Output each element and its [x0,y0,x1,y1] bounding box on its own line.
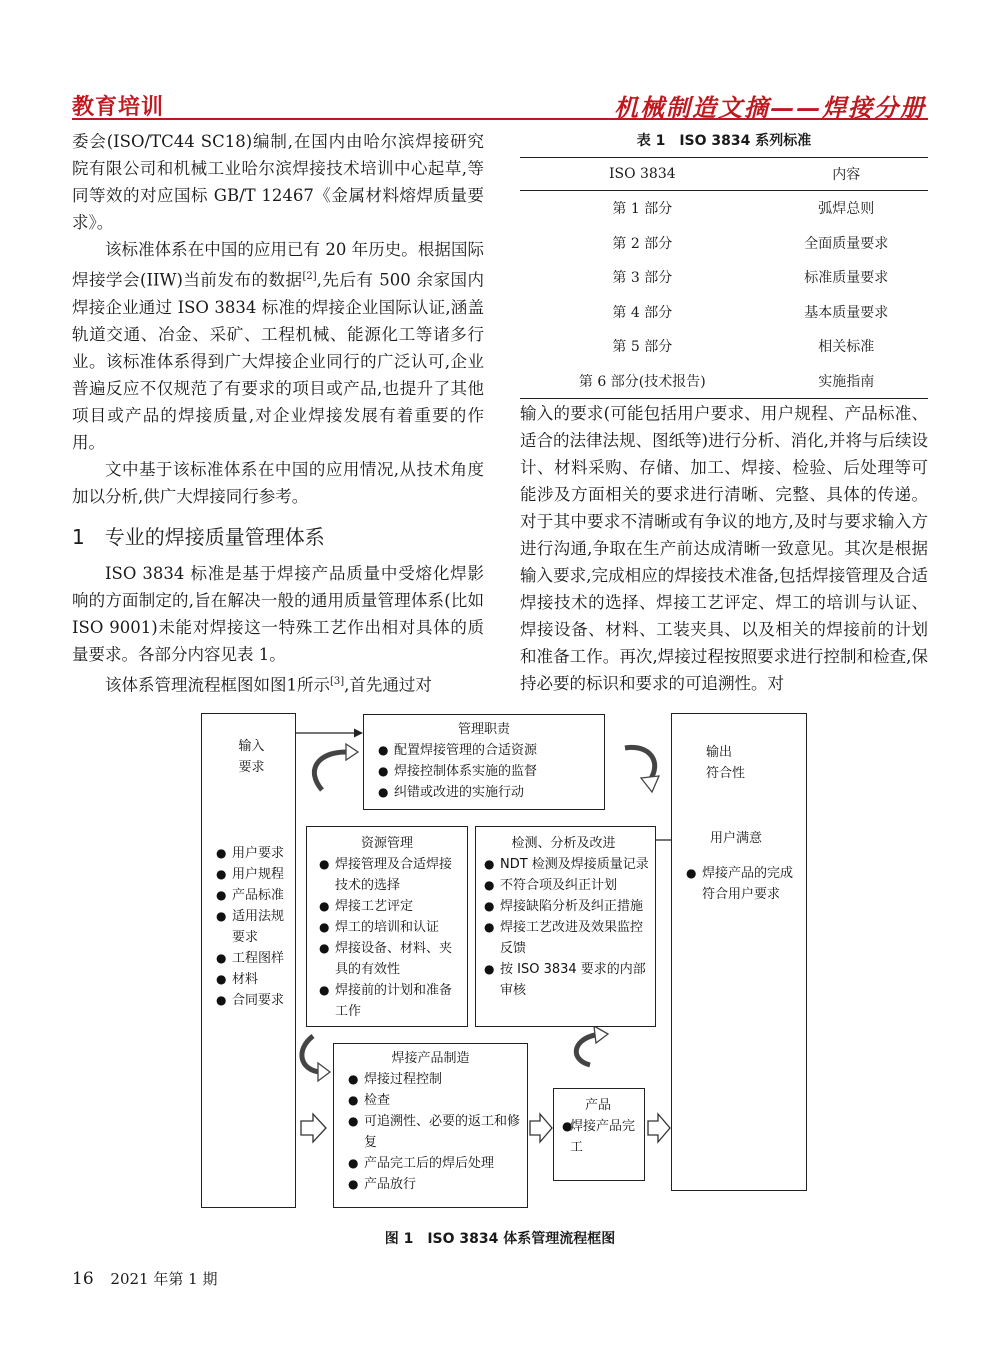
header-rule [72,118,928,120]
list-item: ● 可追溯性、必要的返工和修复 [340,1111,521,1153]
flow-arrow-icon [301,1114,326,1142]
list-item: ● 产品标准 [208,885,295,906]
citation[interactable]: [3] [330,675,345,687]
curved-arrow-icon [314,752,346,790]
list-item: ● 用户要求 [208,843,295,864]
section-heading: 1 专业的焊接质量管理体系 [72,524,325,549]
paragraph: 文中基于该标准体系在中国的应用情况,从技术角度加以分析,供广大焊接同行参考。 [72,459,484,506]
table-row: 第 5 部分 相关标准 [612,339,875,356]
inspection-analysis-box: 检测、分析及改进 ● NDT 检测及焊接质量记录 ● 不符合项及纠正计划 ● 焊接缺陷分析及纠正措施 ● 焊接工艺改进及效果监控反馈 ● 按 ISO 3834 要求的内部审核 [475,826,656,1027]
inspection-list [476,854,651,1001]
output-list [678,863,798,905]
paragraph: 该标准体系在中国的应用已有 20 年历史。根据国际焊接学会(IIW)当前发布的数据[2],先后有 500 余家国内焊接企业通过 ISO 3834 标准的焊接企业国际认证,涵盖轨道交通、冶金、采矿、工程机械、能源化工等诸多行业。该标准体系得到广大焊接企业同行的广泛认可,企业普遍反应不仅规范了有要求的项目或产品,也提升了其他项目或产品的焊接质量,对企业焊接发展有着重要的作用。 [72,240,484,452]
list-item: ● 焊工的培训和认证 [311,917,463,938]
list-item: ● NDT 检测及焊接质量记录 [476,854,651,875]
flow-arrow-icon [648,1114,670,1142]
list-item: ● 焊接缺陷分析及纠正措施 [476,896,651,917]
table-row: 第 3 部分 标准质量要求 [612,270,889,287]
table-row: 第 2 部分 全面质量要求 [612,235,889,252]
curved-arrow-icon [625,747,655,780]
product-list [554,1116,642,1158]
table-caption: 表 1 ISO 3834 系列标准 [636,133,812,149]
paragraph: 输入的要求(可能包括用户要求、用户规程、产品标准、适合的法律法规、图纸等)进行分析、消化,并将与后续设计、材料采购、存储、加工、焊接、检验、后处理等可能涉及方面相关的要求进行清晰、完整、具体的传递。对于其中要求不清晰或有争议的地方,及时与要求输入方进行沟通,争取在生产前达成清晰一致意见。其次是根据输入要求,完成相应的焊接技术准备,包括焊接管理及合适焊接技术的选择、焊接工艺评定、焊工的培训与认证、焊接设备、材料、工装夹具、以及相关的焊接前的计划和准备工作。再次,焊接过程按照要求进行控制和检查,保持必要的标识和要求的可追溯性。对 [520,404,928,693]
paragraph: 该体系管理流程框图如图1所示[3],首先通过对 [105,675,432,694]
list-item: ● 不符合项及纠正计划 [476,875,651,896]
welding-production-box: 焊接产品制造 ● 焊接过程控制 ● 检查 ● 可追溯性、必要的返工和修复 ● 产品完工后的焊后处理 ● 产品放行 [333,1043,528,1208]
list-item: ● 纠错或改进的实施行动 [370,782,598,803]
list-item: ● 焊接设备、材料、夹具的有效性 [311,938,463,980]
journal-title: 机械制造文摘——焊接分册 [614,93,926,122]
page-number: 16 [72,1269,94,1289]
column-header: ISO 3834 [520,158,765,191]
customer-satisfaction-label: 用户满意 [710,831,763,846]
list-item: ● 合同要求 [208,990,295,1011]
page-footer [72,1268,217,1289]
list-item: ● 工程图样 [208,948,295,969]
table-row: 第 1 部分 弧焊总则 [612,201,875,218]
list-item: ● 产品完工后的焊后处理 [340,1153,521,1174]
list-item: ● 焊接前的计划和准备工作 [311,980,463,1022]
input-requirements-list [208,843,295,1011]
paragraph: ISO 3834 标准是基于焊接产品质量中受熔化焊影响的方面制定的,旨在解决一般的通用质量管理体系(比如 ISO 9001)未能对焊接这一特殊工艺作出相对具体的质量要求。各部分内容见表 1。 [72,563,484,664]
right-column [520,400,928,697]
table-row: 第 4 部分 基本质量要求 [612,304,889,321]
curved-arrow-icon [576,1035,595,1065]
curved-arrow-icon [302,1036,320,1072]
list-item: ● 按 ISO 3834 要求的内部审核 [476,959,651,1001]
list-item: ● 焊接产品完工 [554,1116,642,1158]
issue-label: 2021 年第 1 期 [110,1270,218,1288]
list-item: ● 焊接管理及合适焊接技术的选择 [311,854,463,896]
list-item: ● 焊接控制体系实施的监督 [370,761,598,782]
management-responsibility-box: 管理职责 ● 配置焊接管理的合适资源 ● 焊接控制体系实施的监督 ● 纠错或改进的实施行动 [363,714,605,810]
list-item: ● 焊接工艺改进及效果监控反馈 [476,917,651,959]
list-item: ● 配置焊接管理的合适资源 [370,740,598,761]
list-item: ● 焊接工艺评定 [311,896,463,917]
output-conformity-box: 输出 符合性 用户满意 ● 焊接产品的完成符合用户要求 [671,713,807,1191]
left-column [72,128,484,698]
citation[interactable]: [2] [302,271,317,282]
paragraph: 委会(ISO/TC44 SC18)编制,在国内由哈尔滨焊接研究院有限公司和机械工业哈尔滨焊接技术培训中心起草,等同等效的对应国标 GB/T 12467《金属材料熔焊质量要求》。 [72,132,484,232]
figure-caption: 图 1 ISO 3834 体系管理流程框图 [384,1231,616,1247]
input-requirements-box: 输入 要求 ● 用户要求 ● 用户规程 ● 产品标准 ● 适用法规要求 ● 工程图样 ● 材料 ● 合同要求 [201,713,296,1208]
section-header: 教育培训 [72,95,165,120]
production-list [340,1069,521,1195]
product-box: 产品 ● 焊接产品完工 [553,1088,645,1181]
table-row: 第 6 部分(技术报告) 实施指南 [520,364,928,399]
list-item: ● 用户规程 [208,864,295,885]
table-header-row [520,158,928,191]
list-item: ● 焊接产品的完成符合用户要求 [678,863,798,905]
standards-table [520,157,928,399]
list-item: ● 检查 [340,1090,521,1111]
resource-management-box: 资源管理 ● 焊接管理及合适焊接技术的选择 ● 焊接工艺评定 ● 焊工的培训和认证 ● 焊接设备、材料、夹具的有效性 ● 焊接前的计划和准备工作 [306,826,468,1027]
column-header: 内容 [765,158,928,191]
management-list [370,740,598,803]
list-item: ● 材料 [208,969,295,990]
list-item: ● 产品放行 [340,1174,521,1195]
list-item: ● 适用法规要求 [208,906,295,948]
flow-arrow-icon [530,1114,552,1142]
list-item: ● 焊接过程控制 [340,1069,521,1090]
resource-list [311,854,463,1022]
